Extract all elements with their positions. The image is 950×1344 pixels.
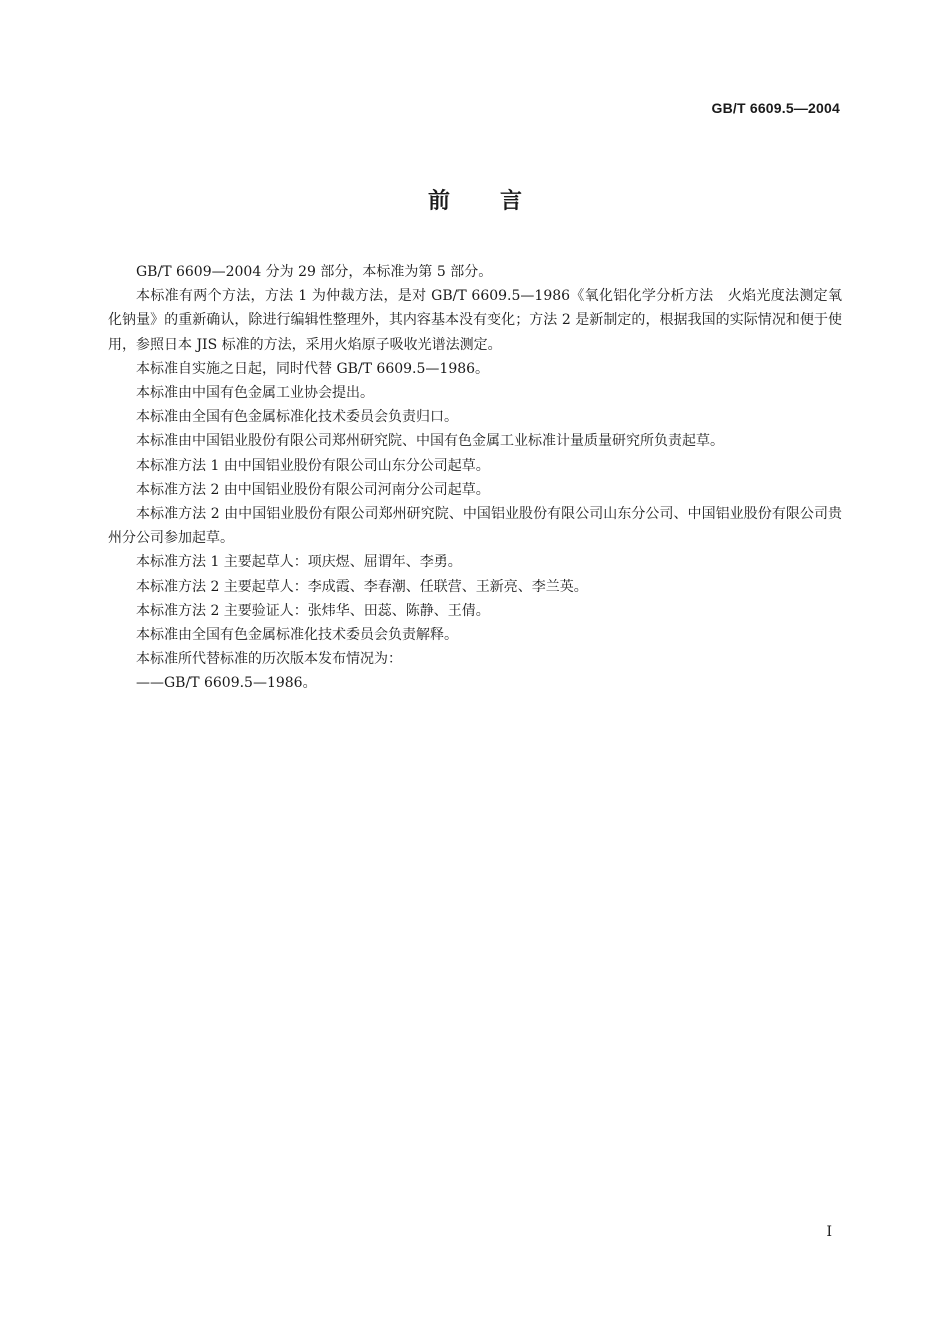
paragraph-method1-drafter: 本标准方法 1 由中国铝业股份有限公司山东分公司起草。 (136, 457, 490, 474)
paragraph-history-item: ——GB/T 6609.5—1986。 (136, 675, 317, 692)
paragraph-replaces: 本标准自实施之日起，同时代替 GB/T 6609.5—1986。 (136, 360, 490, 377)
paragraph-drafted-by: 本标准由中国铝业股份有限公司郑州研究院、中国有色金属工业标准计量质量研究所负责起草。 (136, 433, 724, 450)
paragraph-method2-verifiers: 本标准方法 2 主要验证人：张炜华、田蕊、陈静、王倩。 (136, 602, 490, 619)
foreword-body (108, 260, 842, 696)
paragraph-parts: GB/T 6609—2004 分为 29 部分，本标准为第 5 部分。 (136, 264, 493, 280)
paragraph-history-intro: 本标准所代替标准的历次版本发布情况为： (136, 651, 402, 668)
paragraph-method1-authors: 本标准方法 1 主要起草人：项庆煜、屈谓年、李勇。 (136, 554, 462, 571)
paragraph-method2-drafter: 本标准方法 2 由中国铝业股份有限公司河南分公司起草。 (136, 481, 490, 498)
paragraph-participants: 本标准方法 2 由中国铝业股份有限公司郑州研究院、中国铝业股份有限公司山东分公司、中国铝业股份有限公司贵州分公司参加起草。 (108, 506, 842, 547)
paragraph-centralized-by: 本标准由全国有色金属标准化技术委员会负责归口。 (136, 409, 458, 426)
page-title: 前言 (427, 189, 572, 214)
page-number: I (826, 1224, 832, 1240)
standard-number: GB/T 6609.5—2004 (711, 100, 840, 116)
paragraph-proposed-by: 本标准由中国有色金属工业协会提出。 (136, 385, 374, 402)
paragraph-method2-authors: 本标准方法 2 主要起草人：李成霞、李春潮、任联营、王新亮、李兰英。 (136, 578, 588, 595)
paragraph-methods: 本标准有两个方法，方法 1 为仲裁方法，是对 GB/T 6609.5—1986《氧化铝化学分析方法 火焰光度法测定氧化钠量》的重新确认，除进行编辑性整理外，其内容基本没有变化；方法 2 是新制定的，根据我国的实际情况和便于使用，参照日本 JIS 标准的方法，采用火焰原子吸收光谱法测定。 (108, 288, 842, 353)
paragraph-interpreted-by: 本标准由全国有色金属标准化技术委员会负责解释。 (136, 627, 458, 644)
